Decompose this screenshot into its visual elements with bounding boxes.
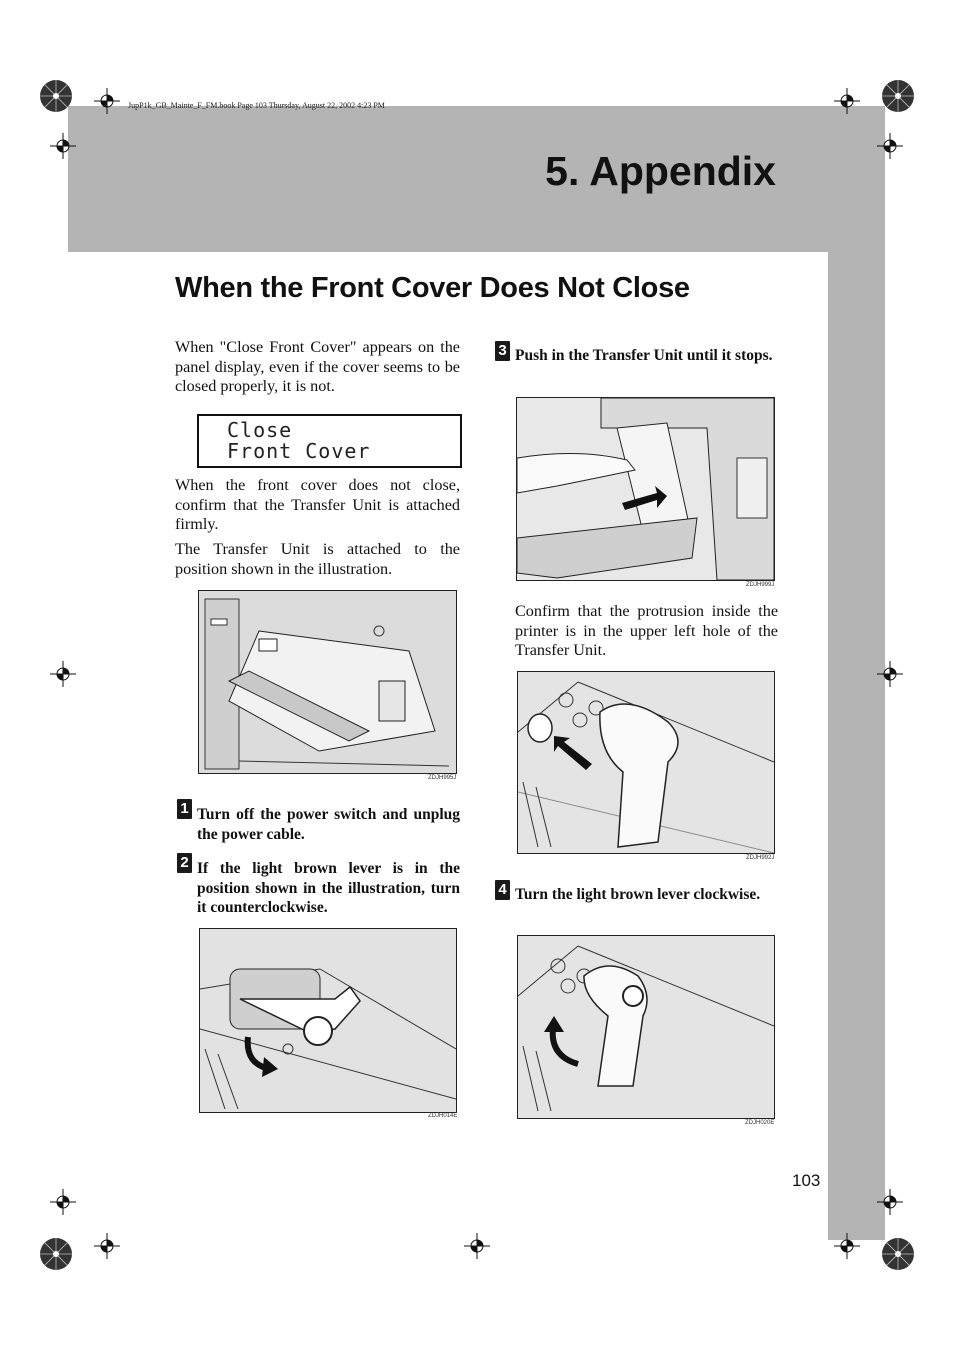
side-tab-band	[828, 252, 885, 1240]
step-3-text: Push in the Transfer Unit until it stops.	[515, 347, 773, 364]
paragraph-transfer-position: The Transfer Unit is attached to the position shown in the illustration.	[175, 540, 460, 578]
step-number-1: 1	[177, 799, 192, 819]
crosshair-icon	[834, 1233, 860, 1259]
figure-code: ZDJH020E	[745, 1120, 775, 1126]
lever-clockwise-illustration	[517, 935, 775, 1119]
crosshair-icon	[94, 1233, 120, 1259]
crosshair-icon	[834, 88, 860, 114]
crosshair-icon	[50, 1189, 76, 1215]
step-number-2: 2	[177, 853, 192, 873]
crosshair-icon	[50, 133, 76, 159]
crosshair-icon	[94, 88, 120, 114]
file-info: JupP1k_GB_Mainte_F_FM.book Page 103 Thursday, August 22, 2002 4:23 PM	[128, 101, 385, 110]
registration-wheel-icon	[38, 1236, 74, 1272]
chapter-title: 5. Appendix	[545, 148, 776, 194]
crosshair-icon	[877, 133, 903, 159]
figure-code: ZDJH992J	[746, 855, 775, 861]
registration-wheel-icon	[880, 78, 916, 114]
crosshair-icon	[877, 1189, 903, 1215]
push-transfer-unit-illustration	[516, 397, 775, 581]
step-number-4: 4	[495, 880, 510, 900]
crosshair-icon	[464, 1233, 490, 1259]
panel-display	[197, 414, 462, 468]
crosshair-icon	[877, 661, 903, 687]
registration-wheel-icon	[38, 78, 74, 114]
lever-counterclockwise-illustration	[199, 928, 457, 1113]
paragraph-check-transfer-unit: When the front cover does not close, confirm that the Transfer Unit is attached firmly.	[175, 476, 460, 534]
figure-code: ZDJH999J	[746, 582, 775, 588]
section-title: When the Front Cover Does Not Close	[175, 272, 690, 304]
page-number: 103	[792, 1171, 821, 1190]
intro-paragraph: When "Close Front Cover" appears on the panel display, even if the cover seems to be closed properly, it is not.	[175, 338, 460, 396]
paragraph-confirm-protrusion: Confirm that the protrusion inside the printer is in the upper left hole of the Transfer Unit.	[515, 602, 778, 660]
step-1-text: Turn off the power switch and unplug the power cable.	[197, 806, 460, 843]
figure-code: ZDJH995J	[428, 775, 457, 781]
registration-wheel-icon	[880, 1236, 916, 1272]
step-4-text: Turn the light brown lever clockwise.	[515, 886, 761, 903]
display-line-1: Close	[227, 418, 293, 442]
protrusion-hole-illustration	[517, 671, 775, 854]
display-line-2: Front Cover	[227, 439, 371, 463]
figure-code: ZDJH014E	[428, 1113, 458, 1119]
step-2-text: If the light brown lever is in the position shown in the illustration, turn it counterclockwise.	[197, 860, 460, 916]
crosshair-icon	[50, 661, 76, 687]
step-number-3: 3	[495, 341, 510, 361]
transfer-unit-illustration	[198, 590, 457, 774]
